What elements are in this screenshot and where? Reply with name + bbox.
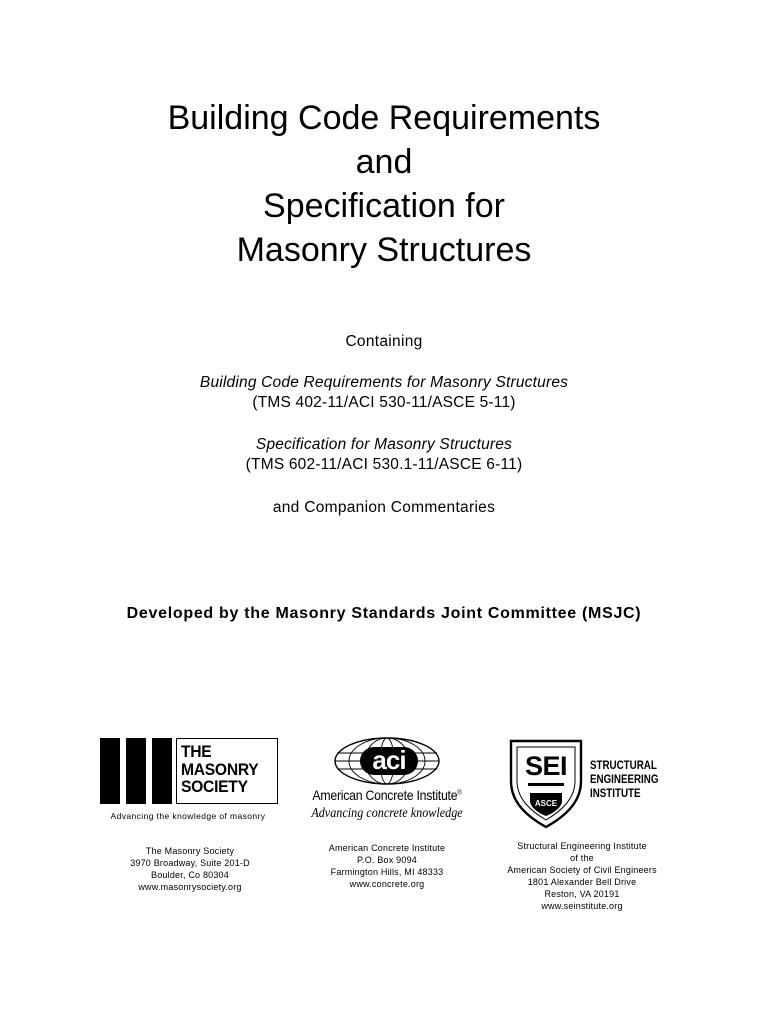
address-url: www.concrete.org bbox=[349, 879, 425, 889]
logo-word: SOCIETY bbox=[181, 777, 248, 796]
logo-bar bbox=[152, 738, 172, 804]
address-line: P.O. Box 9094 bbox=[357, 855, 417, 865]
aci-name bbox=[303, 787, 470, 803]
title-line: Building Code Requirements bbox=[167, 99, 601, 137]
masonry-society-logo bbox=[100, 738, 278, 804]
logo-wordmark bbox=[181, 743, 258, 796]
aci-address bbox=[292, 842, 482, 890]
sei-word: ENGINEERING bbox=[590, 774, 659, 786]
address-line: American Society of Civil Engineers bbox=[507, 865, 657, 875]
aci-logo bbox=[292, 735, 482, 825]
logo-wordmark-box bbox=[176, 738, 278, 804]
address-line: The Masonry Society bbox=[145, 846, 235, 856]
publication-specification bbox=[0, 435, 768, 475]
registered-mark: ® bbox=[457, 789, 462, 797]
aci-tagline: Advancing concrete knowledge bbox=[311, 805, 463, 820]
address-url: www.seinstitute.org bbox=[541, 901, 623, 911]
title-line: Masonry Structures bbox=[236, 231, 532, 269]
publication-designation: (TMS 602-11/ACI 530.1-11/ASCE 6-11) bbox=[245, 456, 523, 473]
masonry-society-tagline: Advancing the knowledge of masonry bbox=[110, 811, 266, 821]
publication-title: Specification for Masonry Structures bbox=[255, 436, 513, 453]
companion-line: and Companion Commentaries bbox=[272, 499, 496, 516]
publication-code bbox=[0, 373, 768, 413]
containing-heading: Containing bbox=[345, 333, 423, 350]
address-url: www.masonrysociety.org bbox=[138, 882, 242, 892]
sei-sub: ASCE bbox=[534, 799, 558, 808]
sei-logo bbox=[506, 735, 666, 830]
address-line: 1801 Alexander Bell Drive bbox=[527, 877, 637, 887]
sei-wordmark bbox=[590, 759, 658, 801]
aci-globe-icon bbox=[332, 735, 442, 787]
aci-name-text: American Concrete Institute bbox=[312, 787, 458, 803]
document-title bbox=[0, 96, 768, 272]
sei-shield-icon bbox=[506, 735, 586, 830]
logo-bar bbox=[100, 738, 120, 804]
logo-bar bbox=[126, 738, 146, 804]
address-line: 3970 Broadway, Suite 201-D bbox=[130, 858, 250, 868]
sei-word: INSTITUTE bbox=[590, 788, 641, 800]
address-line: Structural Engineering Institute bbox=[517, 841, 647, 851]
address-line: Reston, VA 20191 bbox=[544, 889, 620, 899]
developed-by-line: Developed by the Masonry Standards Joint Committee (MSJC) bbox=[126, 605, 642, 622]
publication-title: Building Code Requirements for Masonry Structures bbox=[199, 374, 569, 391]
aci-mark: aci bbox=[372, 745, 406, 775]
sei-word: STRUCTURAL bbox=[590, 760, 657, 772]
masonry-society-address bbox=[100, 845, 280, 893]
publication-designation: (TMS 402-11/ACI 530-11/ASCE 5-11) bbox=[252, 394, 516, 411]
logo-word: MASONRY bbox=[181, 759, 259, 779]
address-line: American Concrete Institute bbox=[328, 843, 446, 853]
title-line: Specification for bbox=[263, 187, 505, 225]
sei-mark: SEI bbox=[524, 751, 568, 781]
address-line: of the bbox=[570, 853, 594, 863]
address-line: Farmington Hills, MI 48333 bbox=[330, 867, 444, 877]
sei-address bbox=[482, 840, 682, 912]
logo-word: THE bbox=[181, 742, 212, 761]
address-line: Boulder, Co 80304 bbox=[151, 870, 229, 880]
title-line: and bbox=[355, 143, 413, 181]
